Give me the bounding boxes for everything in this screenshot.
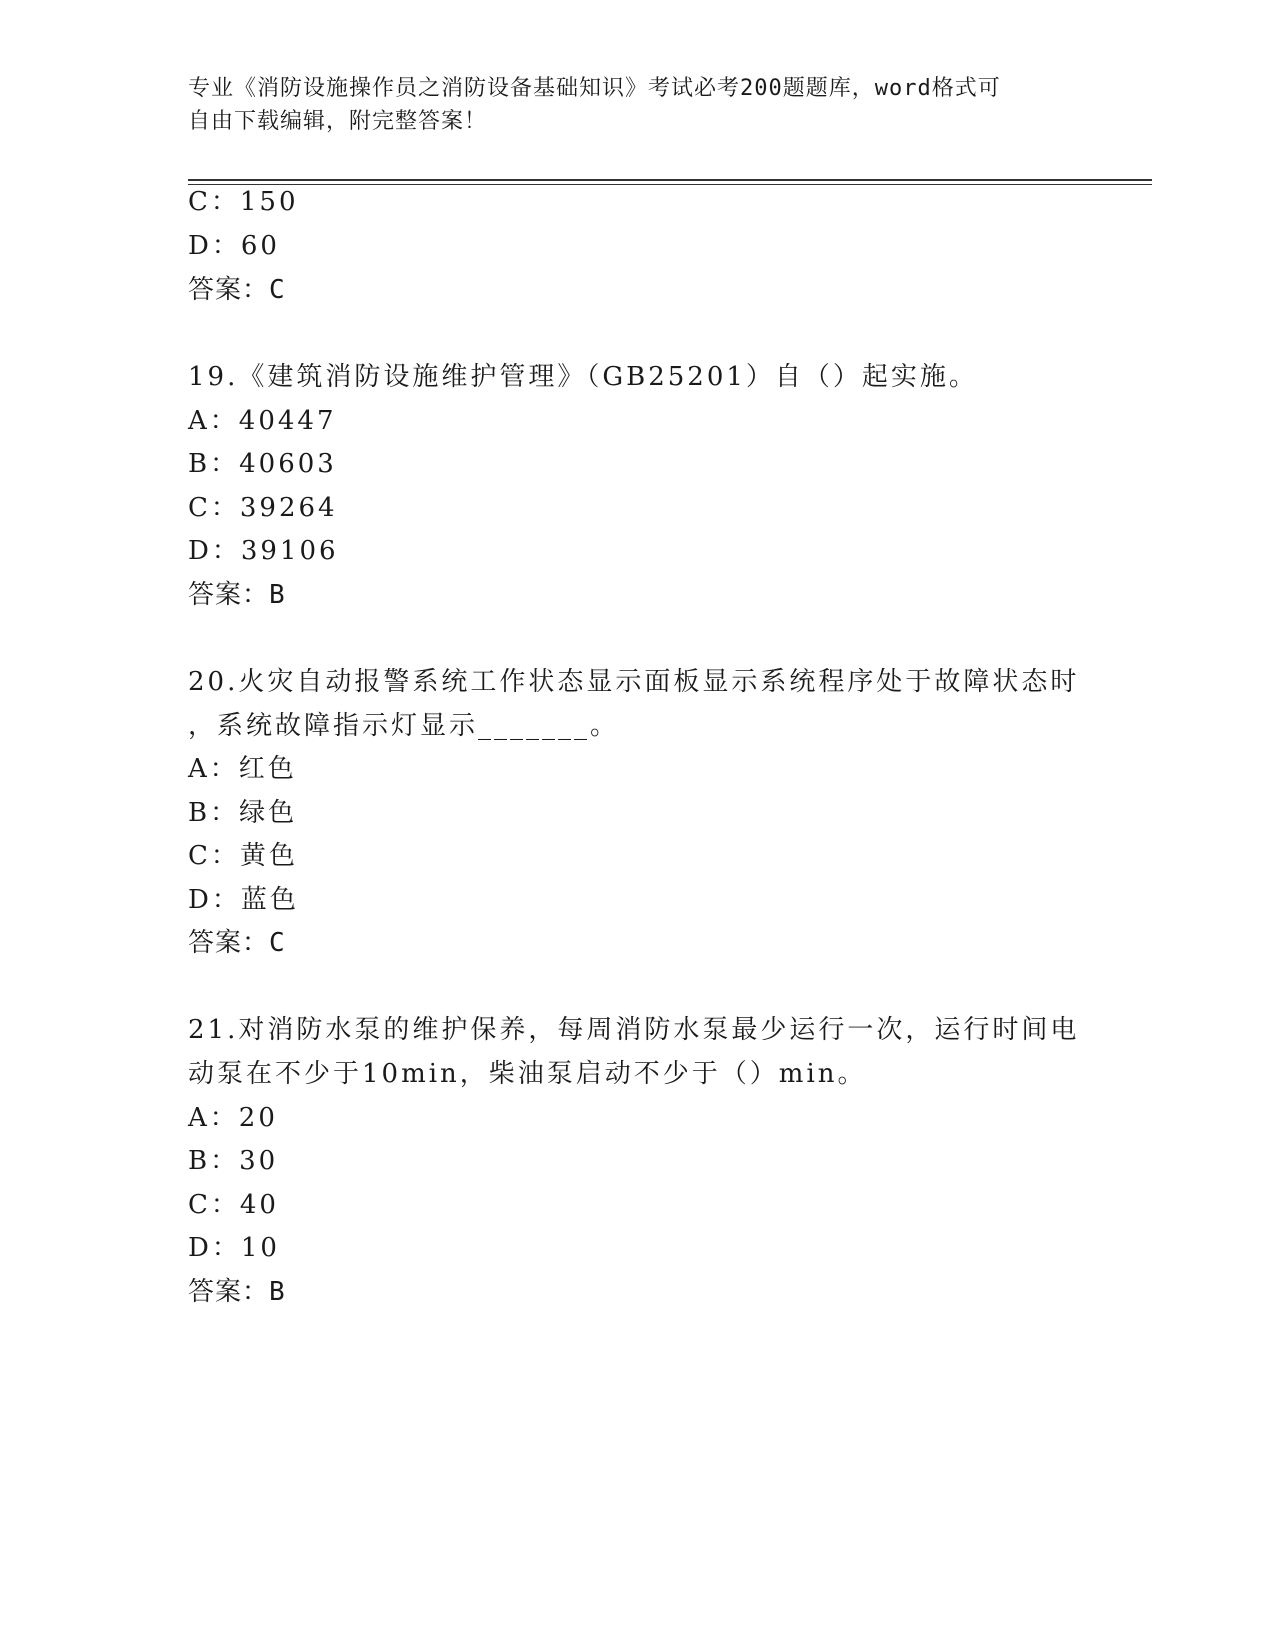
header-divider-thick xyxy=(188,179,1152,181)
question-20-option-a: A：红色 xyxy=(188,754,297,784)
prev-option-d: D：60 xyxy=(188,231,280,261)
question-20-option-d: D：蓝色 xyxy=(188,885,299,915)
question-19-text: 19.《建筑消防设施维护管理》（GB25201）自（）起实施。 xyxy=(188,362,978,392)
question-21-option-a: A：20 xyxy=(188,1103,278,1133)
document-header xyxy=(188,72,1068,138)
question-20-answer: 答案：C xyxy=(188,928,286,958)
question-20-text-line-2: ，系统故障指示灯显示_______。 xyxy=(188,711,620,741)
question-21-answer: 答案：B xyxy=(188,1277,286,1307)
question-21-option-c: C：40 xyxy=(188,1190,279,1220)
header-title-line-2: 自由下载编辑，附完整答案！ xyxy=(188,109,488,134)
header-divider-thin xyxy=(188,184,1152,185)
question-19-option-a: A：40447 xyxy=(188,406,337,436)
prev-answer: 答案：C xyxy=(188,275,286,305)
question-21-option-d: D：10 xyxy=(188,1233,280,1263)
question-21-text-line-1: 21.对消防水泵的维护保养，每周消防水泵最少运行一次，运行时间电 xyxy=(188,1015,1080,1045)
question-20-text-line-1: 20.火灾自动报警系统工作状态显示面板显示系统程序处于故障状态时 xyxy=(188,667,1080,697)
question-21-text-line-2: 动泵在不少于10min，柴油泵启动不少于（）min。 xyxy=(188,1059,867,1089)
question-19-option-c: C：39264 xyxy=(188,493,338,523)
question-19-option-b: B：40603 xyxy=(188,449,337,479)
header-title-line-1: 专业《消防设施操作员之消防设备基础知识》考试必考200题题库，word格式可 xyxy=(188,76,1001,101)
question-20-option-c: C：黄色 xyxy=(188,841,298,871)
question-19-option-d: D：39106 xyxy=(188,536,339,566)
prev-option-c: C：150 xyxy=(188,187,299,217)
question-20-option-b: B：绿色 xyxy=(188,798,298,828)
question-21-option-b: B：30 xyxy=(188,1146,279,1176)
question-19-answer: 答案：B xyxy=(188,580,286,610)
